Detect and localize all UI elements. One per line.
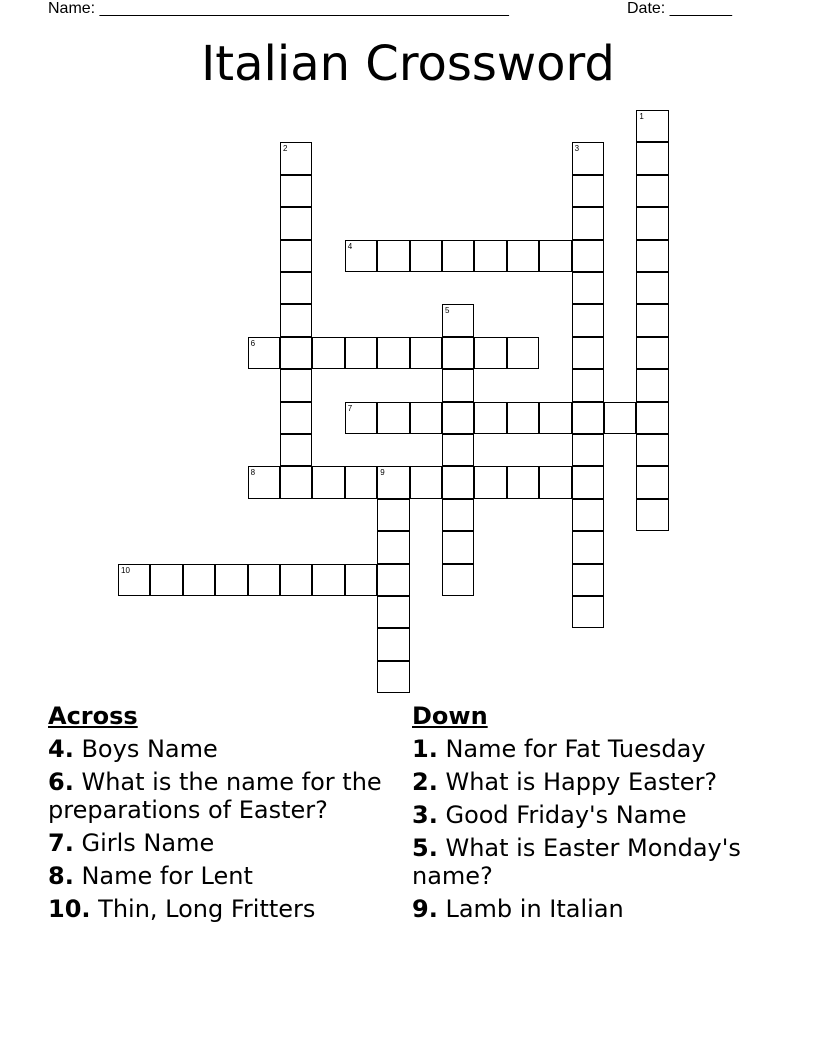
- crossword-cell[interactable]: [507, 466, 539, 498]
- crossword-cell[interactable]: [377, 337, 409, 369]
- cell-number: 8: [250, 468, 256, 478]
- crossword-cell[interactable]: [442, 434, 474, 466]
- crossword-cell[interactable]: [280, 337, 312, 369]
- crossword-cell[interactable]: [636, 110, 668, 142]
- crossword-cell[interactable]: [410, 402, 442, 434]
- crossword-cell[interactable]: [474, 337, 506, 369]
- crossword-cell[interactable]: [636, 434, 668, 466]
- crossword-cell[interactable]: [572, 272, 604, 304]
- crossword-cell[interactable]: [636, 402, 668, 434]
- cell-number: 6: [250, 338, 256, 348]
- crossword-cell[interactable]: [150, 564, 182, 596]
- clue-text: Girls Name: [81, 829, 215, 857]
- crossword-cell[interactable]: [572, 531, 604, 563]
- clue-number: 6.: [48, 768, 74, 796]
- clue-item: [412, 768, 772, 796]
- crossword-cell[interactable]: [636, 466, 668, 498]
- crossword-cell[interactable]: [377, 466, 409, 498]
- crossword-cell[interactable]: [442, 564, 474, 596]
- crossword-cell[interactable]: [539, 240, 571, 272]
- crossword-cell[interactable]: [442, 402, 474, 434]
- clue-text: What is Easter Monday's name?: [412, 834, 741, 890]
- crossword-cell[interactable]: [377, 596, 409, 628]
- crossword-cell[interactable]: [442, 304, 474, 336]
- crossword-cell[interactable]: [377, 661, 409, 693]
- crossword-cell[interactable]: [377, 499, 409, 531]
- clue-number: 2.: [412, 768, 438, 796]
- crossword-cell[interactable]: [572, 564, 604, 596]
- crossword-cell[interactable]: [572, 434, 604, 466]
- crossword-cell[interactable]: [248, 337, 280, 369]
- clue-text: Name for Fat Tuesday: [445, 735, 706, 763]
- crossword-cell[interactable]: [636, 304, 668, 336]
- crossword-cell[interactable]: [280, 434, 312, 466]
- clue-text: What is the name for the preparations of Easter?: [48, 768, 382, 824]
- crossword-cell[interactable]: [474, 402, 506, 434]
- crossword-cell[interactable]: [636, 499, 668, 531]
- crossword-cell[interactable]: [474, 240, 506, 272]
- crossword-cell[interactable]: [442, 466, 474, 498]
- crossword-cell[interactable]: [572, 142, 604, 174]
- clue-text: Good Friday's Name: [445, 801, 687, 829]
- clue-text: Thin, Long Fritters: [98, 895, 316, 923]
- clue-item: [48, 735, 403, 763]
- crossword-cell[interactable]: [118, 564, 150, 596]
- crossword-cell[interactable]: [507, 240, 539, 272]
- crossword-cell[interactable]: [636, 240, 668, 272]
- crossword-cell[interactable]: [280, 564, 312, 596]
- crossword-cell[interactable]: [572, 304, 604, 336]
- clue-item: [48, 862, 403, 890]
- crossword-cell[interactable]: [280, 240, 312, 272]
- crossword-cell[interactable]: [636, 337, 668, 369]
- crossword-cell[interactable]: [345, 402, 377, 434]
- crossword-cell[interactable]: [280, 175, 312, 207]
- date-field-line: Date: _______: [627, 0, 732, 17]
- crossword-cell[interactable]: [442, 369, 474, 401]
- crossword-cell[interactable]: [442, 240, 474, 272]
- clue-item: [412, 735, 772, 763]
- crossword-cell[interactable]: [539, 402, 571, 434]
- crossword-cell[interactable]: [345, 564, 377, 596]
- crossword-cell[interactable]: [248, 466, 280, 498]
- cell-number: 3: [574, 144, 580, 154]
- down-heading: Down: [412, 702, 488, 730]
- crossword-cell[interactable]: [345, 466, 377, 498]
- crossword-cell[interactable]: [507, 337, 539, 369]
- across-heading: Across: [48, 702, 138, 730]
- clue-text: Boys Name: [81, 735, 218, 763]
- crossword-cell[interactable]: [248, 564, 280, 596]
- clue-number: 4.: [48, 735, 74, 763]
- crossword-cell[interactable]: [377, 402, 409, 434]
- crossword-cell[interactable]: [604, 402, 636, 434]
- crossword-cell[interactable]: [280, 369, 312, 401]
- cell-number: 2: [283, 144, 288, 154]
- crossword-cell[interactable]: [507, 402, 539, 434]
- cell-number: 5: [445, 306, 450, 316]
- crossword-cell[interactable]: [345, 337, 377, 369]
- down-clues: [412, 702, 772, 928]
- crossword-cell[interactable]: [312, 466, 344, 498]
- crossword-cell[interactable]: [280, 142, 312, 174]
- clue-item: [412, 801, 772, 829]
- cell-number: 7: [347, 403, 353, 413]
- crossword-cell[interactable]: [572, 240, 604, 272]
- crossword-cell[interactable]: [636, 175, 668, 207]
- crossword-cell[interactable]: [572, 369, 604, 401]
- crossword-cell[interactable]: [410, 337, 442, 369]
- clue-item: [412, 895, 772, 923]
- crossword-cell[interactable]: [474, 466, 506, 498]
- clue-number: 8.: [48, 862, 74, 890]
- crossword-cell[interactable]: [183, 564, 215, 596]
- page-title: Italian Crossword: [201, 36, 615, 92]
- crossword-cell[interactable]: [572, 499, 604, 531]
- crossword-cell[interactable]: [312, 564, 344, 596]
- across-clues: [48, 702, 403, 928]
- crossword-cell[interactable]: [377, 628, 409, 660]
- crossword-cell[interactable]: [377, 240, 409, 272]
- cell-number: 10: [121, 565, 130, 575]
- clue-text: Lamb in Italian: [445, 895, 624, 923]
- crossword-cell[interactable]: [636, 369, 668, 401]
- crossword-cell[interactable]: [572, 596, 604, 628]
- crossword-cell[interactable]: [572, 337, 604, 369]
- clue-item: [48, 829, 403, 857]
- clue-number: 10.: [48, 895, 91, 923]
- cell-number: 1: [639, 112, 644, 121]
- crossword-cell[interactable]: [442, 337, 474, 369]
- crossword-cell[interactable]: [280, 466, 312, 498]
- clue-number: 5.: [412, 834, 438, 862]
- crossword-cell[interactable]: [312, 337, 344, 369]
- crossword-cell[interactable]: [636, 142, 668, 174]
- clue-number: 3.: [412, 801, 438, 829]
- name-field-line: Name: ______________________________________________: [48, 0, 509, 17]
- cell-number: 4: [347, 241, 353, 251]
- crossword-cell[interactable]: [572, 207, 604, 239]
- crossword-cell[interactable]: [215, 564, 247, 596]
- clue-text: What is Happy Easter?: [445, 768, 718, 796]
- crossword-cell[interactable]: [572, 175, 604, 207]
- crossword-cell[interactable]: [539, 466, 571, 498]
- crossword-cell[interactable]: [280, 402, 312, 434]
- crossword-cell[interactable]: [280, 207, 312, 239]
- crossword-cell[interactable]: [377, 564, 409, 596]
- crossword-cell[interactable]: [410, 240, 442, 272]
- crossword-cell[interactable]: [280, 304, 312, 336]
- clue-number: 9.: [412, 895, 438, 923]
- crossword-cell[interactable]: [280, 272, 312, 304]
- crossword-cell[interactable]: [410, 466, 442, 498]
- crossword-cell[interactable]: [345, 240, 377, 272]
- crossword-cell[interactable]: [572, 402, 604, 434]
- crossword-cell[interactable]: [377, 531, 409, 563]
- clue-item: [412, 834, 772, 890]
- clue-item: [48, 895, 403, 923]
- cell-number: 9: [380, 468, 385, 478]
- crossword-cell[interactable]: [442, 531, 474, 563]
- crossword-cell[interactable]: [636, 272, 668, 304]
- clue-item: [48, 768, 403, 824]
- crossword-cell[interactable]: [572, 466, 604, 498]
- crossword-cell[interactable]: [636, 207, 668, 239]
- clue-number: 1.: [412, 735, 438, 763]
- crossword-cell[interactable]: [442, 499, 474, 531]
- clue-number: 7.: [48, 829, 74, 857]
- clue-text: Name for Lent: [81, 862, 253, 890]
